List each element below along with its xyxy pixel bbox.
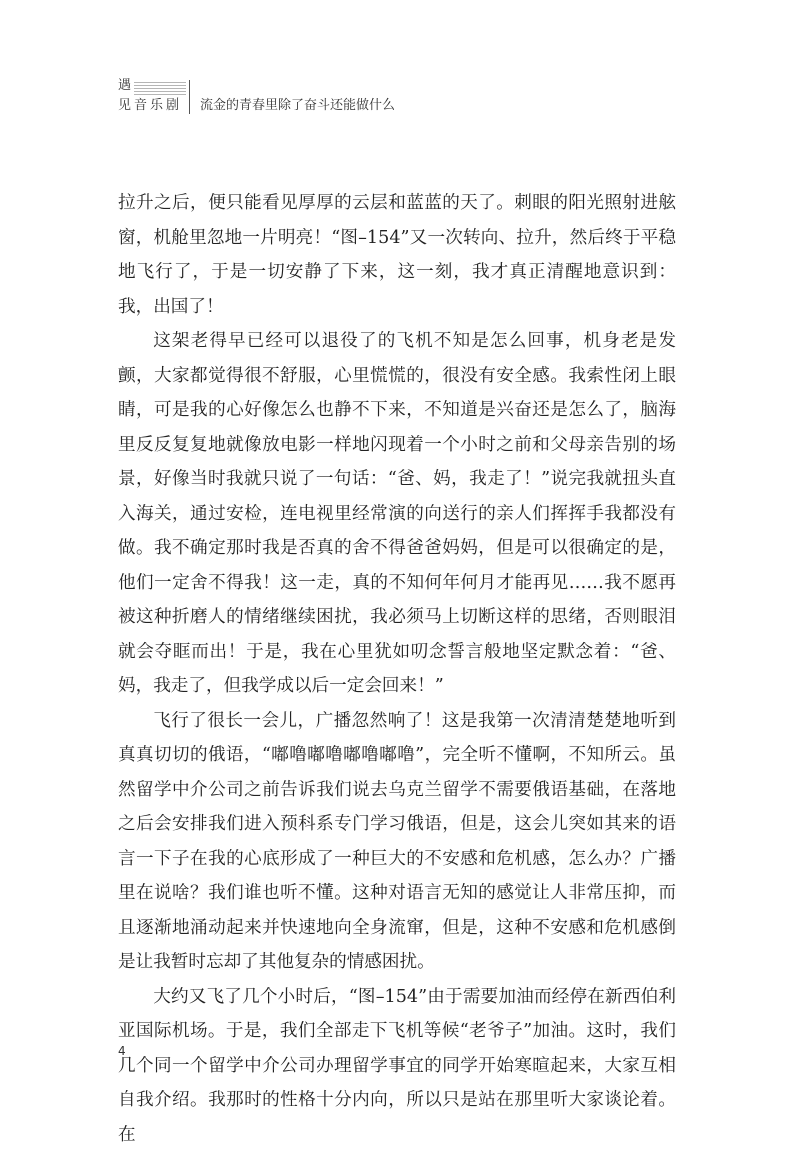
page-number: 4: [118, 1044, 126, 1058]
series-name: 见音乐剧: [118, 98, 182, 114]
body-text: [118, 186, 676, 1152]
paragraph-4: 大约又飞了几个小时后，“图–154”由于需要加油而经停在新西伯利亚国际机场。于是，我们全部走下飞机等候“老爷子”加油。这时，我们几个同一个留学中介公司办理留学事宜的同学开始寒暄起来，大家互相自我介绍。我那时的性格十分内向，所以只是站在那里听大家谈论着。在: [118, 980, 676, 1152]
running-header: [118, 78, 678, 118]
paragraph-2: 这架老得早已经可以退役了的飞机不知是怎么回事，机身老是发颤，大家都觉得很不舒服，心里慌慌的，很没有安全感。我索性闭上眼睛，可是我的心好像怎么也静不下来，不知道是兴奋还是怎么了，脑海里反反复复地就像放电影一样地闪现着一个小时之前和父母亲告别的场景，好像当时我就只说了一句话：“爸、妈，我走了！”说完我就扭头直入海关，通过安检，连电视里经常演的向送行的亲人们挥挥手我都没有做。我不确定那时我是否真的舍不得爸爸妈妈，但是可以很确定的是，他们一定舍不得我！这一走，真的不知何年何月才能再见……我不愿再被这种折磨人的情绪继续困扰，我必须马上切断这样的思绪，否则眼泪就会夺眶而出！于是，我在心里犹如叨念誓言般地坚定默念着：“爸、妈，我走了，但我学成以后一定会回来！”: [118, 324, 676, 704]
paragraph-3: 飞行了很长一会儿，广播忽然响了！这是我第一次清清楚楚地听到真真切切的俄语，“嘟噜嘟噜嘟噜嘟噜”，完全听不懂啊，不知所云。虽然留学中介公司之前告诉我们说去乌克兰留学不需要俄语基础，在落地之后会安排我们进入预科系专门学习俄语，但是，这会儿突如其来的语言一下子在我的心底形成了一种巨大的不安感和危机感，怎么办？广播里在说啥？我们谁也听不懂。这种对语言无知的感觉让人非常压抑，而且逐渐地涌动起来并快速地向全身流窜，但是，这种不安感和危机感倒是让我暂时忘却了其他复杂的情感困扰。: [118, 704, 676, 980]
paragraph-1: 拉升之后，便只能看见厚厚的云层和蓝蓝的天了。刺眼的阳光照射进舷窗，机舱里忽地一片明亮！“图–154”又一次转向、拉升，然后终于平稳地飞行了，于是一切安静了下来，这一刻，我才真正清醒地意识到：我，出国了！: [118, 186, 676, 324]
chapter-title: 流金的青春里除了奋斗还能做什么: [200, 98, 395, 114]
series-logo-char: 遇: [118, 78, 131, 94]
series-logo-lines: [134, 82, 186, 96]
header-divider: [189, 80, 190, 114]
